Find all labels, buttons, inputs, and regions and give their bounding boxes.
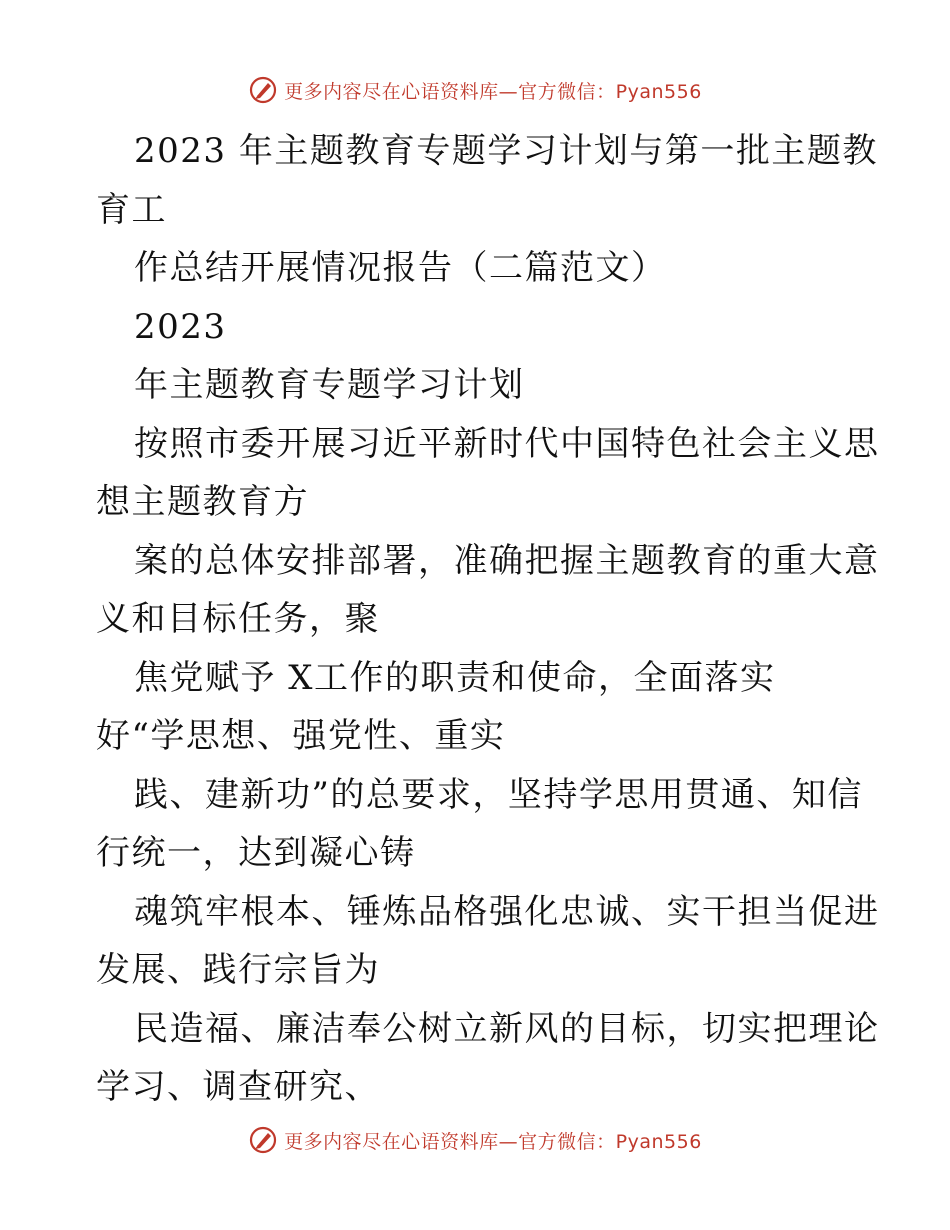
document-body bbox=[96, 122, 886, 1117]
doc-line-4: 2023 bbox=[134, 306, 227, 347]
doc-line-13: 行统一，达到凝心铸 bbox=[96, 833, 416, 873]
pen-logo-icon bbox=[248, 1125, 278, 1155]
doc-line-7: 想主题教育方 bbox=[96, 482, 309, 522]
header-watermark-text: 更多内容尽在心语资料库—官方微信：Pyan556 bbox=[284, 80, 702, 103]
header-watermark-banner bbox=[0, 70, 950, 110]
doc-line-11: 好“学思想、强党性、重实 bbox=[96, 716, 506, 756]
footer-watermark-banner bbox=[0, 1120, 950, 1160]
footer-watermark-text: 更多内容尽在心语资料库—官方微信：Pyan556 bbox=[284, 1130, 702, 1153]
doc-line-9: 义和目标任务，聚 bbox=[96, 599, 380, 639]
doc-line-10: 焦党赋予 X工作的职责和使命，全面落实 bbox=[134, 657, 776, 698]
doc-line-14: 魂筑牢根本、锤炼品格强化忠诚、实干担当促进 bbox=[134, 891, 880, 932]
doc-line-16: 民造福、廉洁奉公树立新风的目标，切实把理论 bbox=[134, 1008, 880, 1049]
doc-line-6: 按照市委开展习近平新时代中国特色社会主义思 bbox=[134, 423, 880, 464]
doc-line-2: 育工 bbox=[96, 189, 167, 230]
doc-line-3: 作总结开展情况报告（二篇范文） bbox=[134, 248, 667, 288]
pen-logo-icon bbox=[248, 75, 278, 105]
doc-line-12: 践、建新功”的总要求，坚持学思用贯通、知信 bbox=[134, 774, 863, 815]
doc-line-1: 2023 年主题教育专题学习计划与第一批主题教 bbox=[134, 131, 878, 171]
doc-line-8: 案的总体安排部署，准确把握主题教育的重大意 bbox=[134, 540, 880, 581]
doc-line-5: 年主题教育专题学习计划 bbox=[134, 365, 525, 405]
doc-line-15: 发展、践行宗旨为 bbox=[96, 950, 380, 990]
doc-line-17: 学习、调查研究、 bbox=[96, 1067, 380, 1107]
